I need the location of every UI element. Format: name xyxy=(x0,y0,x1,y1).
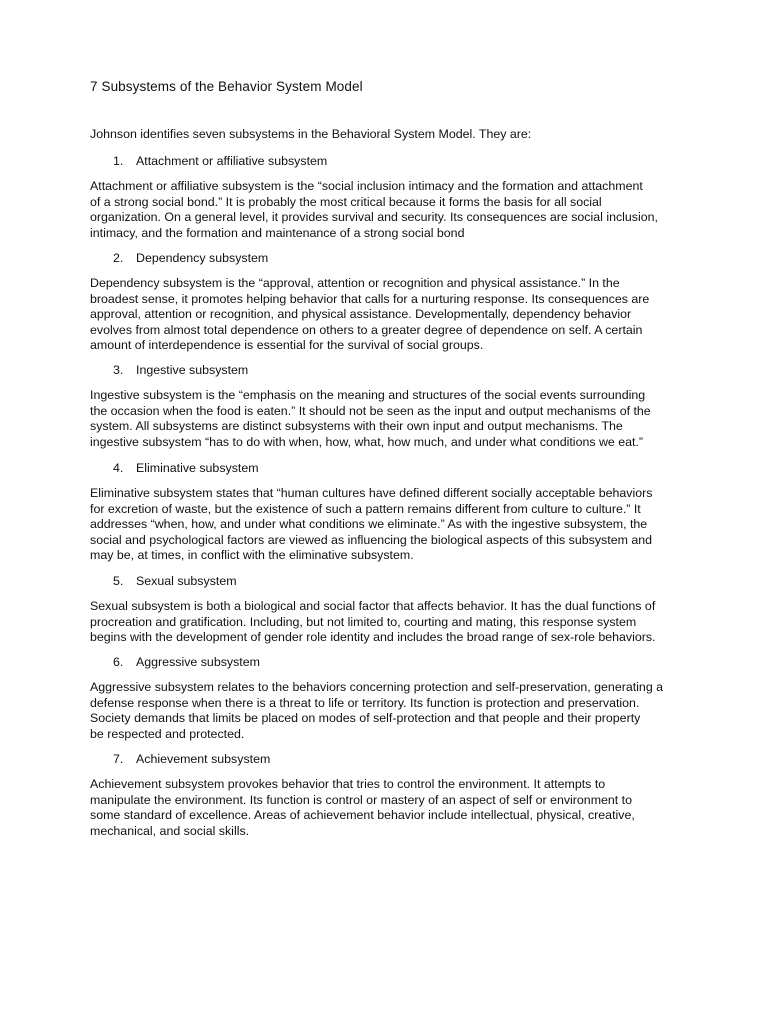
section-number: 2. xyxy=(113,251,124,265)
section-title: Attachment or affiliative subsystem xyxy=(136,154,328,168)
body-line: Society demands that limits be placed on modes of self-protection and that people and their property xyxy=(90,711,641,726)
section-number: 4. xyxy=(113,461,124,475)
body-line: be respected and protected. xyxy=(90,726,245,741)
body-line: Dependency subsystem is the “approval, attention or recognition and physical assistance.” In the xyxy=(90,276,620,290)
section-heading-eliminative xyxy=(113,461,259,476)
body-line: may be, at times, in conflict with the eliminative subsystem. xyxy=(90,548,414,563)
body-line: some standard of excellence. Areas of achievement behavior include intellectual, physical, creative, xyxy=(90,808,635,823)
section-body-eliminative xyxy=(90,486,680,564)
section-body-aggressive xyxy=(90,680,680,742)
section-title: Sexual subsystem xyxy=(136,574,237,588)
section-number: 7. xyxy=(113,752,124,766)
section-body-ingestive xyxy=(90,388,680,450)
body-line: evolves from almost total dependence on others to a greater degree of dependence on self. A certain xyxy=(90,322,643,337)
section-heading-attachment xyxy=(113,154,327,169)
body-line: intimacy, and the formation and maintenance of a strong social bond xyxy=(90,225,465,240)
section-number: 1. xyxy=(113,154,124,168)
body-line: Attachment or affiliative subsystem is the “social inclusion intimacy and the formation and attachment xyxy=(90,179,643,193)
body-line: begins with the development of gender role identity and includes the broad range of sex-role behaviors. xyxy=(90,630,656,645)
body-line: amount of interdependence is essential for the survival of social groups. xyxy=(90,338,484,353)
section-title: Achievement subsystem xyxy=(136,752,271,766)
section-heading-sexual xyxy=(113,574,237,589)
body-line: social and psychological factors are viewed as influencing the biological aspects of this subsystem and xyxy=(90,532,653,547)
body-line: the occasion when the food is eaten.” It should not be seen as the input and output mechanisms of the xyxy=(90,403,651,418)
body-line: Ingestive subsystem is the “emphasis on the meaning and structures of the social events surrounding xyxy=(90,388,646,402)
body-line: Achievement subsystem provokes behavior that tries to control the environment. It attempts to xyxy=(90,777,606,791)
section-body-dependency xyxy=(90,276,680,354)
section-body-sexual xyxy=(90,599,680,646)
body-line: Sexual subsystem is both a biological and social factor that affects behavior. It has the dual functions of xyxy=(90,599,656,613)
section-number: 3. xyxy=(113,363,124,377)
section-heading-aggressive xyxy=(113,655,260,670)
body-line: defense response when there is a threat to life or territory. Its function is protection and preservation. xyxy=(90,695,640,710)
body-line: ingestive subsystem “has to do with when, how, what, how much, and under what conditions we eat.” xyxy=(90,434,644,449)
body-line: of a strong social bond.” It is probably the most critical because it forms the basis for all social xyxy=(90,194,602,209)
body-line: manipulate the environment. Its function is control or mastery of an aspect of self or environment to xyxy=(90,792,633,807)
body-line: Eliminative subsystem states that “human cultures have defined different socially acceptable behaviors xyxy=(90,486,653,500)
body-line: organization. On a general level, it provides survival and security. Its consequences are social inclusion, xyxy=(90,210,658,225)
body-line: for excretion of waste, but the existence of such a pattern remains different from culture to culture.” It xyxy=(90,501,641,516)
body-line: approval, attention or recognition, and physical assistance. Developmentally, dependency behavior xyxy=(90,307,632,322)
section-heading-dependency xyxy=(113,251,268,266)
body-line: procreation and gratification. Including, but not limited to, courting and mating, this response system xyxy=(90,614,637,629)
section-number: 6. xyxy=(113,655,124,669)
body-line: system. All subsystems are distinct subsystems with their own input and output mechanisms. The xyxy=(90,419,623,434)
section-title: Aggressive subsystem xyxy=(136,655,260,669)
section-heading-ingestive xyxy=(113,363,248,378)
section-title: Ingestive subsystem xyxy=(136,363,249,377)
body-line: Aggressive subsystem relates to the behaviors concerning protection and self-preservation, generating a xyxy=(90,680,664,694)
document-title: 7 Subsystems of the Behavior System Model xyxy=(90,79,363,94)
body-line: broadest sense, it promotes helping behavior that calls for a nurturing response. Its consequences are xyxy=(90,291,650,306)
section-title: Eliminative subsystem xyxy=(136,461,259,475)
body-line: mechanical, and social skills. xyxy=(90,823,250,838)
section-body-achievement xyxy=(90,777,680,839)
section-title: Dependency subsystem xyxy=(136,251,269,265)
section-number: 5. xyxy=(113,574,124,588)
section-body-attachment xyxy=(90,179,680,241)
body-line: addresses “when, how, and under what conditions we eliminate.” As with the ingestive subsystem, the xyxy=(90,517,648,532)
intro-paragraph: Johnson identifies seven subsystems in the Behavioral System Model. They are: xyxy=(90,127,532,141)
section-heading-achievement xyxy=(113,752,270,767)
